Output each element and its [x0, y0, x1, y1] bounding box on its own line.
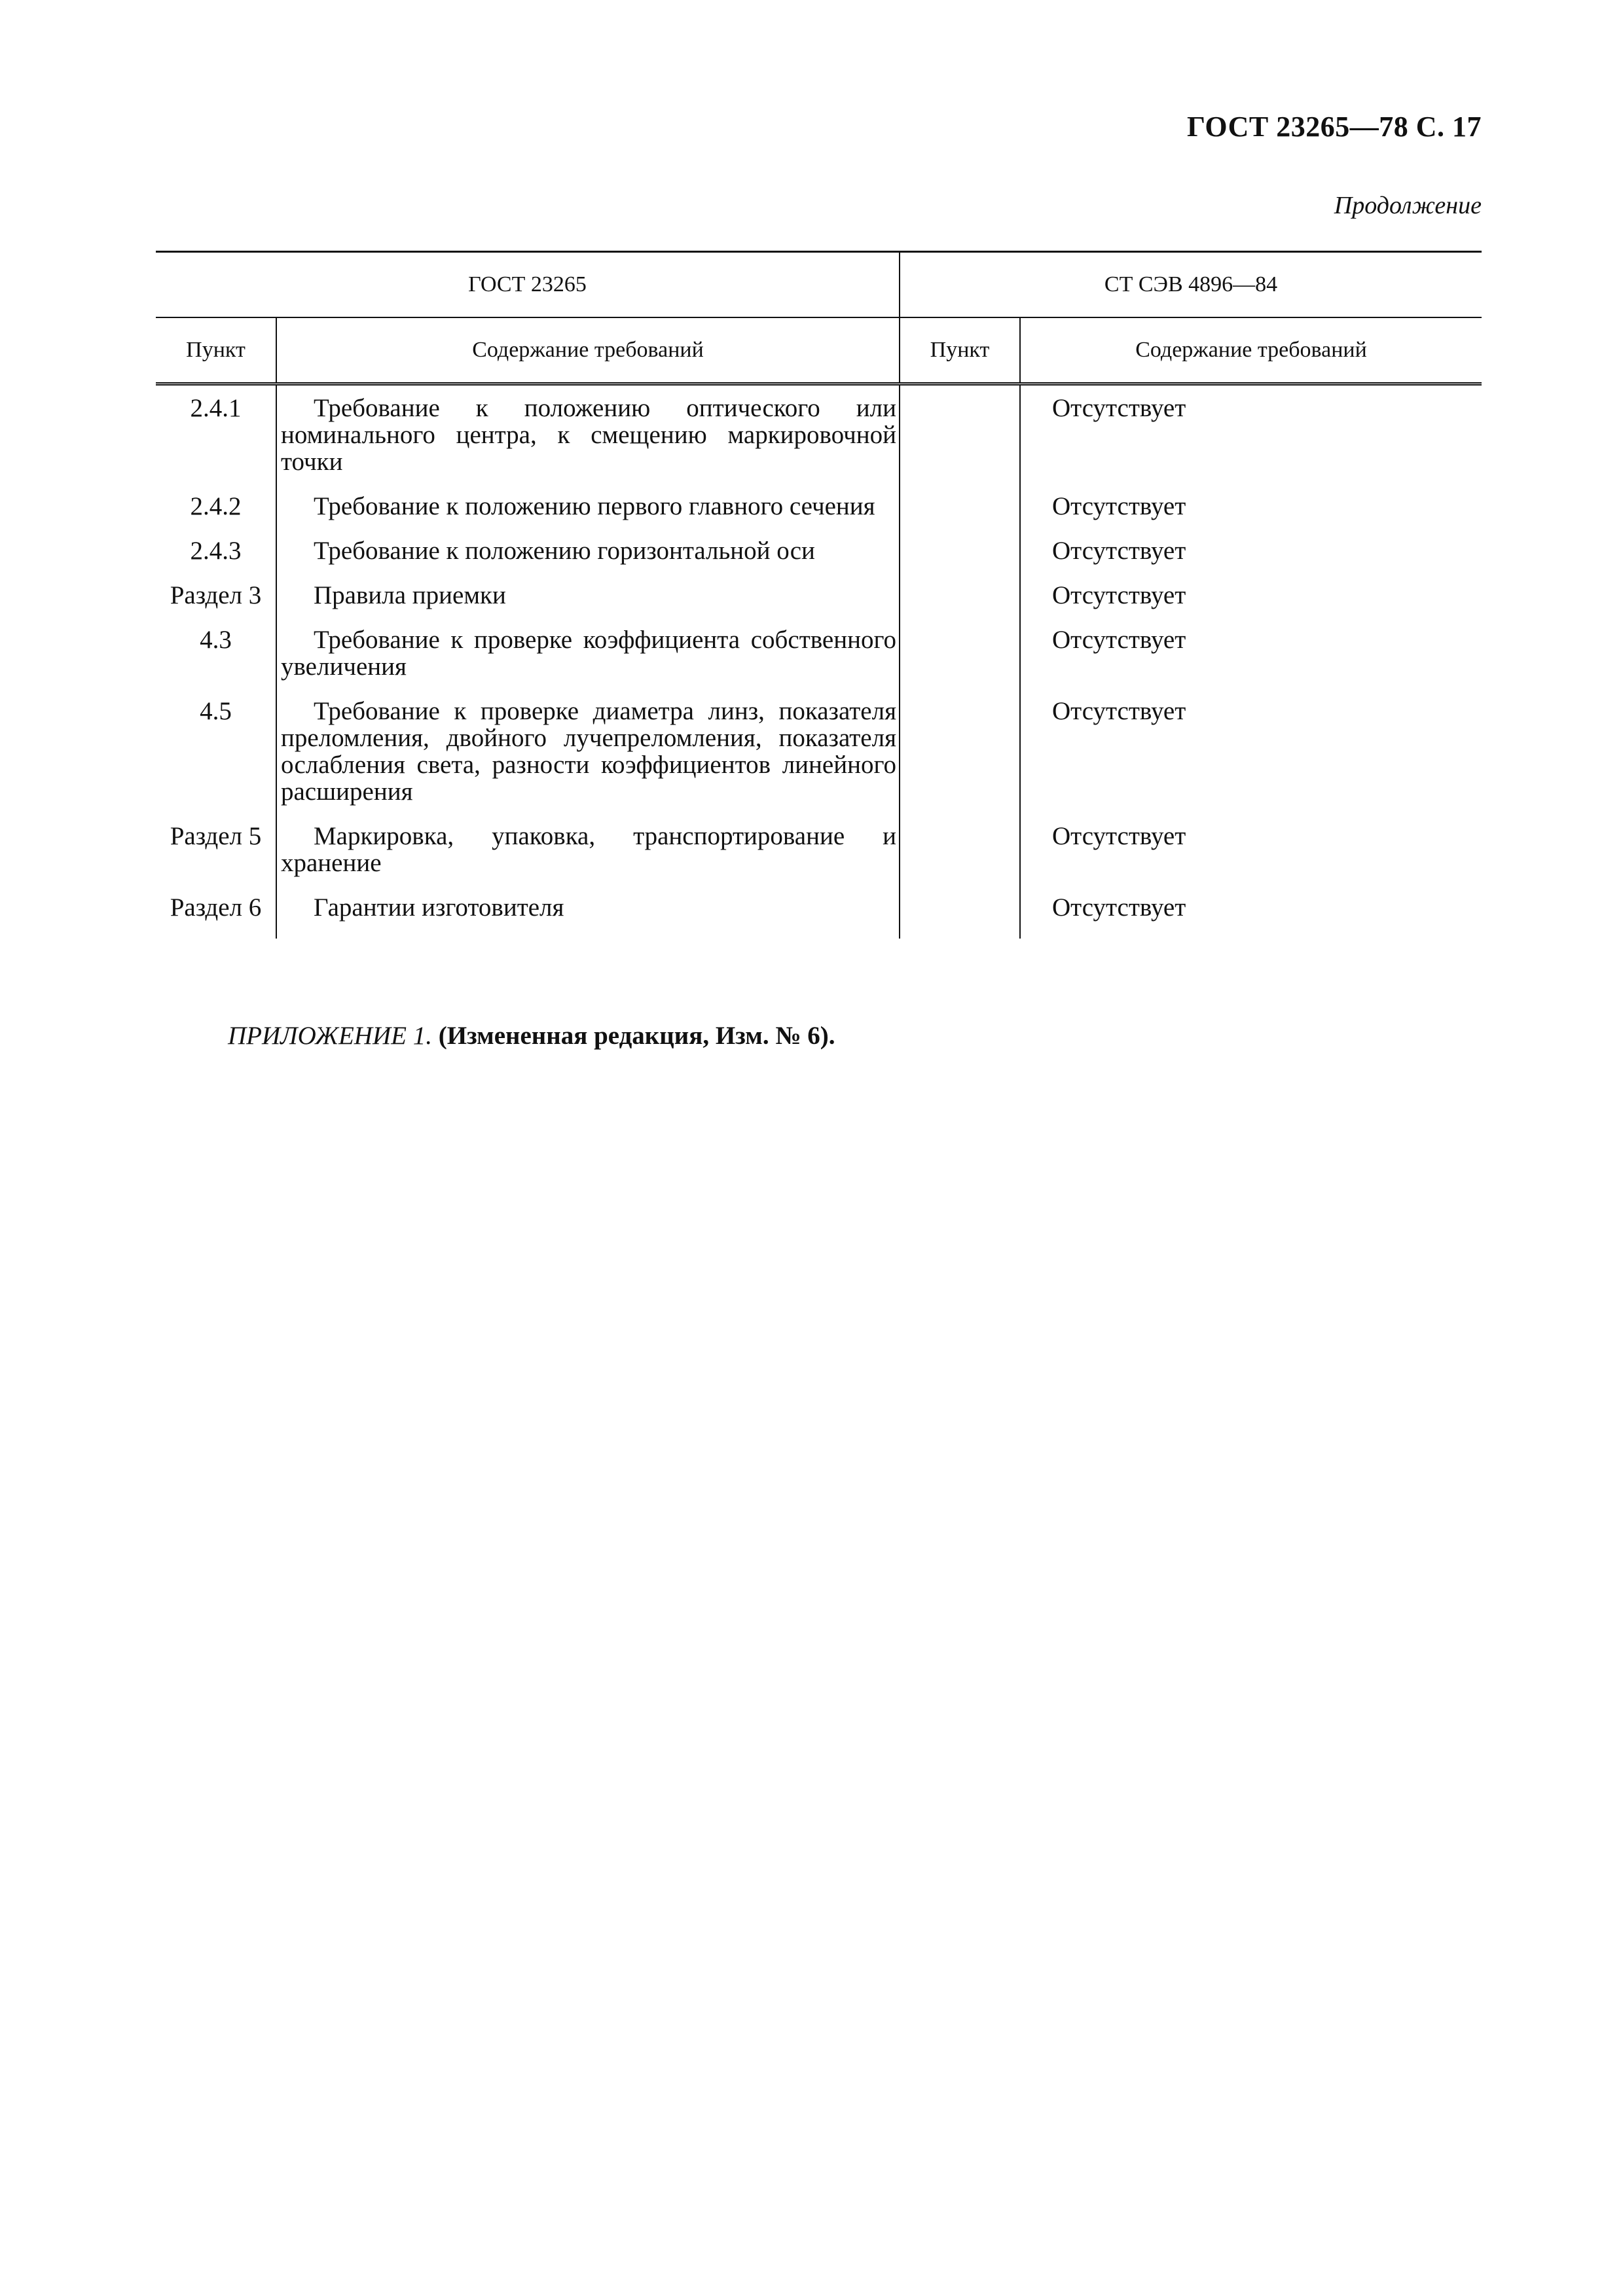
cmea-clause-cell [900, 823, 1020, 894]
cmea-clause-cell [900, 626, 1020, 698]
table-row [156, 698, 1482, 823]
cmea-content-cell: Отсутствует [1020, 384, 1482, 493]
content-cell: Требование к положению горизонтальной оси [276, 537, 900, 582]
content-cell: Требование к проверке диаметра линз, показателя преломления, двойного лучепреломления, показателя ослабления света, разности коэффициентов линейного расширения [276, 698, 900, 823]
cmea-content-cell: Отсутствует [1020, 823, 1482, 894]
table-row [156, 823, 1482, 894]
cmea-content-cell: Отсутствует [1020, 493, 1482, 537]
column-header-cmea-clause: Пункт [900, 317, 1020, 384]
clause-cell: 2.4.3 [190, 537, 242, 565]
column-header-cmea-content: Содержание требований [1020, 317, 1482, 384]
clause-cell: 2.4.2 [190, 492, 242, 520]
cmea-content-cell: Отсутствует [1020, 894, 1482, 939]
cmea-clause-cell [900, 493, 1020, 537]
comparison-table-container [156, 251, 1482, 939]
content-cell: Требование к положению оптического или номинального центра, к смещению маркировочной точки [276, 384, 900, 493]
table-row [156, 626, 1482, 698]
cmea-clause-cell [900, 698, 1020, 823]
cmea-content-cell: Отсутствует [1020, 582, 1482, 626]
column-header-clause: Пункт [156, 317, 276, 384]
cmea-clause-cell [900, 384, 1020, 493]
clause-cell: 4.3 [200, 626, 232, 654]
table-row [156, 582, 1482, 626]
page-header: ГОСТ 23265—78 С. 17 [1186, 111, 1482, 143]
appendix-note [228, 1021, 835, 1050]
table-row [156, 493, 1482, 537]
cmea-clause-cell [900, 894, 1020, 939]
content-cell: Гарантии изготовителя [276, 894, 900, 939]
table-row [156, 537, 1482, 582]
content-cell: Требование к проверке коэффициента собственного увеличения [276, 626, 900, 698]
clause-cell: Раздел 5 [170, 822, 262, 850]
cmea-content-cell: Отсутствует [1020, 698, 1482, 823]
cmea-clause-cell [900, 582, 1020, 626]
clause-cell: 4.5 [200, 697, 232, 725]
clause-cell: 2.4.1 [190, 394, 242, 422]
cmea-clause-cell [900, 537, 1020, 582]
cmea-content-cell: Отсутствует [1020, 537, 1482, 582]
clause-cell: Раздел 6 [170, 893, 262, 922]
clause-cell: Раздел 3 [170, 581, 262, 609]
cmea-content-cell: Отсутствует [1020, 626, 1482, 698]
appendix-label: ПРИЛОЖЕНИЕ 1. [228, 1022, 432, 1050]
content-cell: Правила приемки [276, 582, 900, 626]
column-header-content: Содержание требований [276, 317, 900, 384]
comparison-table [156, 251, 1482, 939]
content-cell: Требование к положению первого главного сечения [276, 493, 900, 537]
group-header-gost: ГОСТ 23265 [156, 252, 900, 318]
table-row [156, 384, 1482, 493]
group-header-st-sev: СТ СЭВ 4896—84 [900, 252, 1482, 318]
table-row [156, 894, 1482, 939]
continuation-label: Продолжение [1334, 192, 1482, 219]
content-cell: Маркировка, упаковка, транспортирование и хранение [276, 823, 900, 894]
amendment-text: (Измененная редакция, Изм. № 6). [438, 1022, 835, 1050]
